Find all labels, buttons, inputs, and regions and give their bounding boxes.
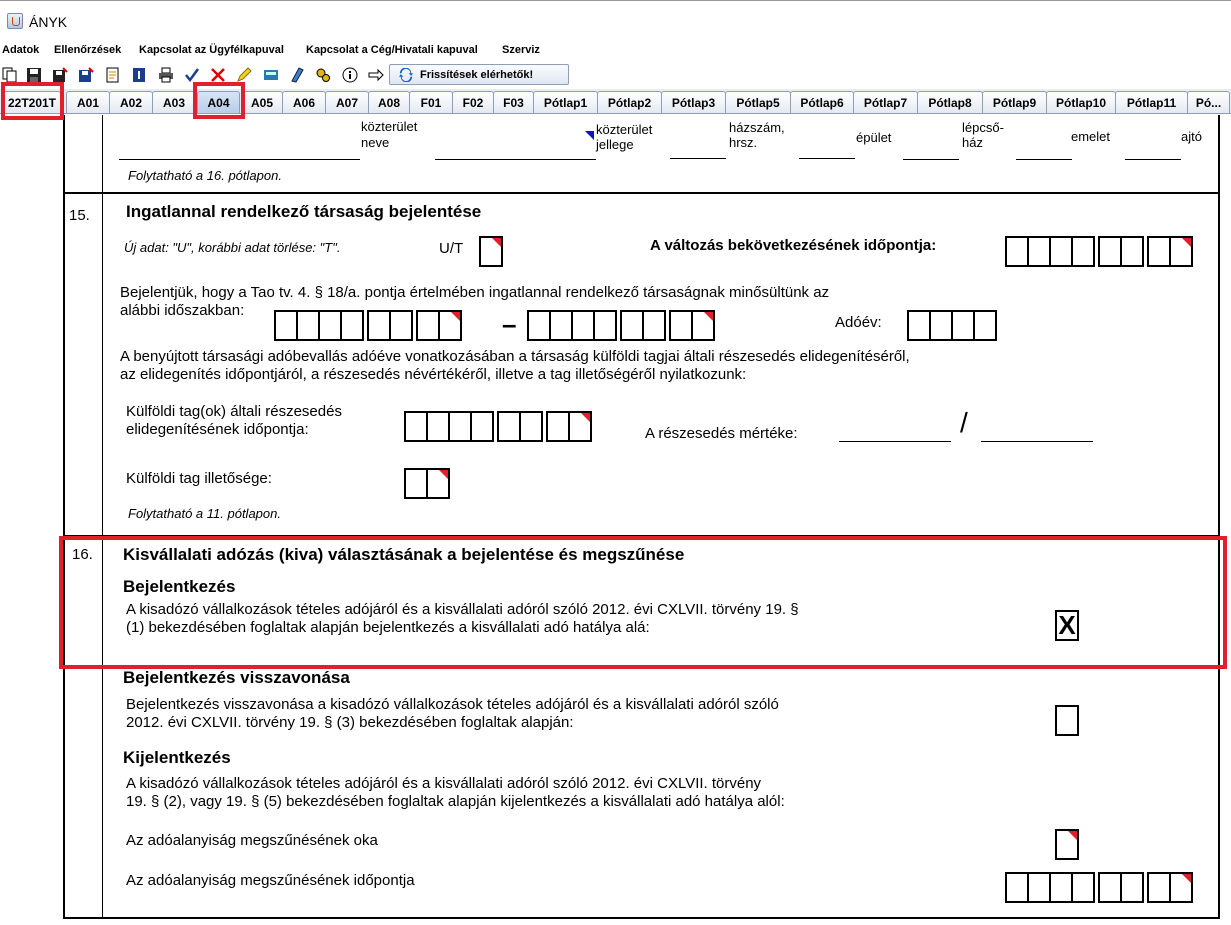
- info-book-icon[interactable]: [130, 66, 147, 83]
- kozterulet-neve-field[interactable]: [119, 159, 360, 160]
- frame-right-line: [1218, 115, 1220, 919]
- delete-icon[interactable]: [209, 66, 226, 83]
- hazszam-field[interactable]: [670, 158, 726, 159]
- checkin-checkbox[interactable]: X: [1055, 610, 1079, 641]
- tab-potlap10[interactable]: Pótlap10: [1046, 91, 1116, 113]
- print-icon[interactable]: [157, 66, 174, 83]
- print-preview-icon[interactable]: [104, 66, 121, 83]
- section-15-title: Ingatlannal rendelkező társaság bejelentése: [126, 202, 482, 221]
- tax-year-input[interactable]: [907, 310, 995, 341]
- tax-year-label: Adóév:: [835, 314, 882, 331]
- tab-a03[interactable]: A03: [152, 91, 196, 113]
- share-slash: /: [960, 407, 968, 438]
- edit-icon[interactable]: [235, 66, 252, 83]
- hazszam-label-2: hrsz.: [729, 135, 758, 150]
- continue-note-11: Folytatható a 11. pótlapon.: [128, 506, 281, 521]
- calculator-icon[interactable]: [262, 66, 279, 83]
- alienation-date-label-2: elidegenítésének időpontja:: [126, 421, 309, 438]
- statement-line-1: Bejelentjük, hogy a Tao tv. 4. § 18/a. pontja értelmében ingatlannal rendelkező társaságnak minősültünk az: [120, 284, 830, 301]
- tab-a06[interactable]: A06: [282, 91, 326, 113]
- info-icon[interactable]: [341, 66, 358, 83]
- title-bar: [0, 0, 1231, 44]
- highlight-tab-22t201t: [1, 82, 64, 120]
- tab-a08[interactable]: A08: [368, 91, 410, 113]
- java-app-icon: [7, 13, 23, 29]
- revoke-checkbox[interactable]: [1055, 705, 1079, 736]
- number-column-line: [102, 115, 103, 919]
- section-16-number: 16.: [72, 546, 93, 563]
- tab-a05[interactable]: A05: [241, 91, 283, 113]
- ajto-label: ajtó: [1181, 129, 1202, 144]
- tab-f03[interactable]: F03: [493, 91, 534, 113]
- tab-potlap11[interactable]: Pótlap11: [1115, 91, 1188, 113]
- tab-f01[interactable]: F01: [409, 91, 453, 113]
- tab-potlap8[interactable]: Pótlap8: [917, 91, 983, 113]
- kozterulet-neve-label-1: közterület: [361, 119, 418, 134]
- revoke-title: Bejelentkezés visszavonása: [123, 668, 350, 687]
- period-dash: –: [502, 309, 517, 339]
- lookup-marker: [585, 131, 594, 140]
- statement-line-2: alábbi időszakban:: [120, 302, 245, 319]
- lepcsohaz-label-2: ház: [962, 135, 983, 150]
- pointer-icon[interactable]: [367, 66, 384, 83]
- copy-icon[interactable]: [1, 66, 18, 83]
- ut-label: U/T: [439, 240, 464, 257]
- alienation-date-label-1: Külföldi tag(ok) általi részesedés: [126, 403, 342, 420]
- change-date-input[interactable]: [1005, 236, 1191, 267]
- calendar-icon[interactable]: [288, 66, 305, 83]
- tab-potlap3[interactable]: Pótlap3: [661, 91, 726, 113]
- form-page: [0, 115, 1231, 925]
- lepcsohaz-field[interactable]: [903, 159, 959, 160]
- section-16-title: Kisvállalati adózás (kiva) választásának a bejelentése és megszűnése: [123, 545, 685, 564]
- window-title: ÁNYK: [29, 14, 68, 30]
- kozterulet-jellege-label-1: közterület: [596, 122, 653, 137]
- check-icon[interactable]: [183, 66, 200, 83]
- tab-potlap2[interactable]: Pótlap2: [597, 91, 662, 113]
- declaration-line-2: az elidegenítés időpontjáról, a részesedés névértékéről, illetve a tag illetőségéről nyilatkozunk:: [120, 366, 747, 383]
- emelet-field[interactable]: [1016, 159, 1072, 160]
- toolbar: [0, 63, 1231, 87]
- tab-a07[interactable]: A07: [325, 91, 369, 113]
- save-icon[interactable]: [25, 66, 42, 83]
- highlight-section-16-checkin: [59, 536, 1227, 669]
- save-as-icon[interactable]: [51, 66, 68, 83]
- termination-reason-input[interactable]: [1055, 829, 1077, 860]
- ut-cell[interactable]: [479, 236, 503, 267]
- share-label: A részesedés mértéke:: [645, 425, 798, 442]
- tab-more[interactable]: Pó...: [1187, 91, 1230, 113]
- residence-input[interactable]: [404, 468, 448, 499]
- menu-ugyfelkapu[interactable]: Kapcsolat az Ügyfélkapuval: [139, 44, 284, 56]
- kozterulet-jellege-label-2: jellege: [596, 137, 634, 152]
- share-numerator-field[interactable]: [839, 441, 951, 442]
- menu-bar: [0, 42, 1231, 62]
- save-close-icon[interactable]: [77, 66, 94, 83]
- tab-potlap7[interactable]: Pótlap7: [853, 91, 918, 113]
- termination-reason-label: Az adóalanyiság megszűnésének oka: [126, 832, 378, 849]
- share-denominator-field[interactable]: [981, 441, 1093, 442]
- form-tab-bar: [0, 89, 1231, 114]
- highlight-tab-a04: [193, 82, 245, 119]
- tab-a01[interactable]: A01: [66, 91, 110, 113]
- menu-adatok[interactable]: Adatok: [2, 44, 40, 56]
- tab-potlap5[interactable]: Pótlap5: [725, 91, 791, 113]
- revoke-line-2: 2012. évi CXLVII. törvény 19. § (3) bekezdésében foglaltak alapján:: [126, 714, 574, 731]
- section-15-number: 15.: [69, 207, 90, 224]
- checkin-title: Bejelentkezés: [123, 577, 236, 596]
- menu-szerviz[interactable]: Szerviz: [502, 44, 540, 56]
- row-divider-15: [63, 192, 1220, 194]
- updates-label: Frissítések elérhetők!: [420, 68, 534, 81]
- ut-input[interactable]: [479, 236, 501, 267]
- updates-available-button[interactable]: [389, 64, 569, 85]
- tab-a02[interactable]: A02: [109, 91, 153, 113]
- tab-potlap6[interactable]: Pótlap6: [790, 91, 854, 113]
- checkout-line-1: A kisadózó vállalkozások tételes adójáról és a kisvállalati adóról szóló 2012. évi CXLVII. törvény: [126, 775, 762, 792]
- ajto-field[interactable]: [1125, 159, 1181, 160]
- settings-icon[interactable]: [314, 66, 331, 83]
- new-data-hint: Új adat: "U", korábbi adat törlése: "T".: [124, 240, 341, 255]
- kozterulet-neve-label-2: neve: [361, 135, 390, 150]
- termination-date-input[interactable]: [1005, 872, 1191, 903]
- refresh-icon: [398, 68, 414, 82]
- termination-date-label: Az adóalanyiság megszűnésének időpontja: [126, 872, 415, 889]
- checkin-line-1: A kisadózó vállalkozások tételes adójáról és a kisvállalati adóról szóló 2012. évi CXLVII. törvény 19. §: [126, 601, 799, 618]
- hazszam-label-1: házszám,: [729, 120, 785, 135]
- tab-f02[interactable]: F02: [452, 91, 494, 113]
- continue-note-16: Folytatható a 16. pótlapon.: [128, 168, 282, 183]
- menu-ellenorzesek[interactable]: Ellenőrzések: [54, 44, 122, 56]
- tab-potlap1[interactable]: Pótlap1: [533, 91, 598, 113]
- frame-bottom-line: [63, 917, 1220, 919]
- lepcsohaz-label-1: lépcső-: [962, 120, 1004, 135]
- frame-left-line: [63, 115, 65, 919]
- tab-a04[interactable]: A04: [197, 91, 240, 113]
- checkout-line-2: 19. § (2), vagy 19. § (5) bekezdésében foglaltak alapján kijelentkezés a kisvállalati adó hatálya alól:: [126, 793, 785, 810]
- checkin-line-2: (1) bekezdésében foglaltak alapján bejelentkezés a kisvállalati adó hatálya alá:: [126, 619, 650, 636]
- menu-cegkapu[interactable]: Kapcsolat a Cég/Hivatali kapuval: [306, 44, 478, 56]
- epulet-field[interactable]: [799, 158, 855, 159]
- alienation-date-input[interactable]: [404, 411, 590, 442]
- tab-potlap9[interactable]: Pótlap9: [982, 91, 1047, 113]
- emelet-label: emelet: [1071, 129, 1111, 144]
- kozterulet-jellege-field[interactable]: [435, 159, 596, 160]
- epulet-label: épület: [856, 130, 892, 145]
- period-end-input[interactable]: [527, 310, 713, 341]
- checkout-title: Kijelentkezés: [123, 748, 231, 767]
- residence-label: Külföldi tag illetősége:: [126, 470, 272, 487]
- change-date-label: A változás bekövetkezésének időpontja:: [650, 237, 937, 254]
- revoke-line-1: Bejelentkezés visszavonása a kisadózó vállalkozások tételes adójáról és a kisvállalati adóról szóló: [126, 696, 779, 713]
- tab-22t201t[interactable]: 22T201T: [3, 91, 61, 113]
- declaration-line-1: A benyújtott társasági adóbevallás adóéve vonatkozásában a társaság külföldi tagjai általi részesedés elidegenítéséről,: [120, 348, 910, 365]
- period-start-input[interactable]: [274, 310, 460, 341]
